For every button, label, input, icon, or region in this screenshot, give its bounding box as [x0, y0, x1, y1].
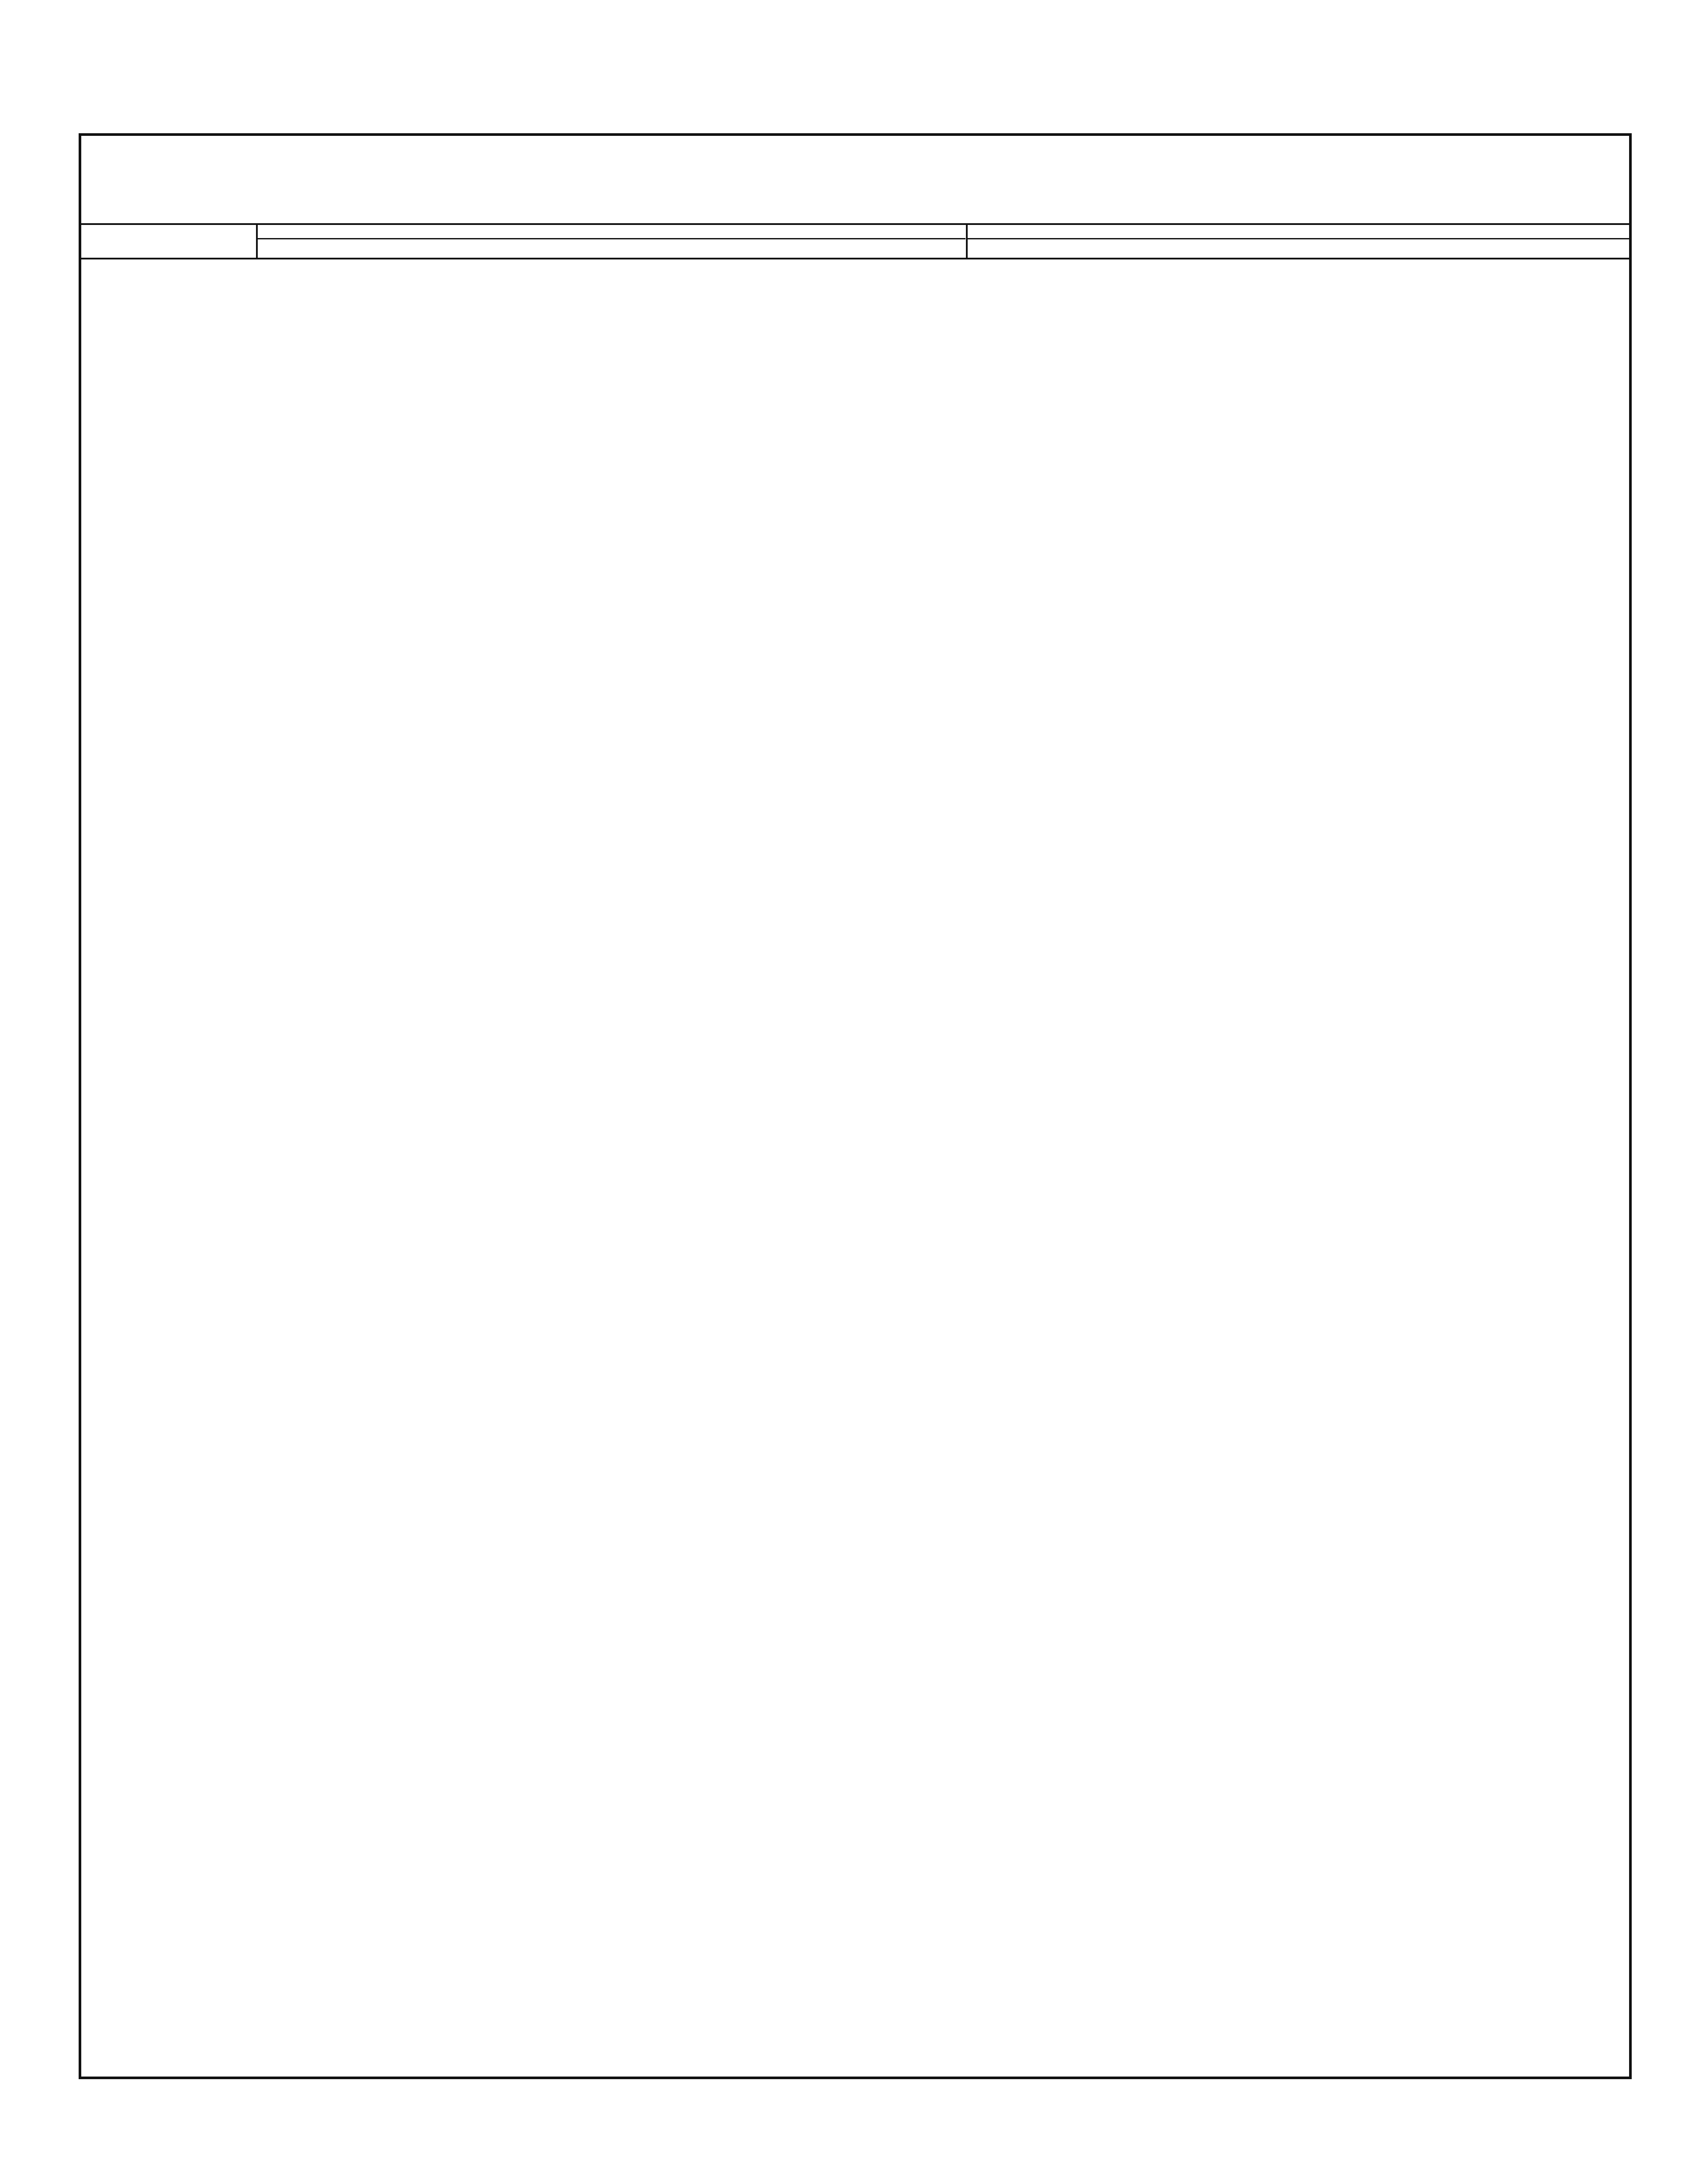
table-header	[81, 223, 1629, 259]
months-12	[968, 239, 1632, 258]
gmt-00-block	[256, 225, 965, 258]
gmt-12-block	[966, 225, 1632, 258]
data-table-frame	[79, 133, 1632, 2079]
gmt-12-label	[968, 225, 1632, 239]
gmt-00-label	[258, 225, 965, 239]
months-00	[258, 239, 965, 258]
